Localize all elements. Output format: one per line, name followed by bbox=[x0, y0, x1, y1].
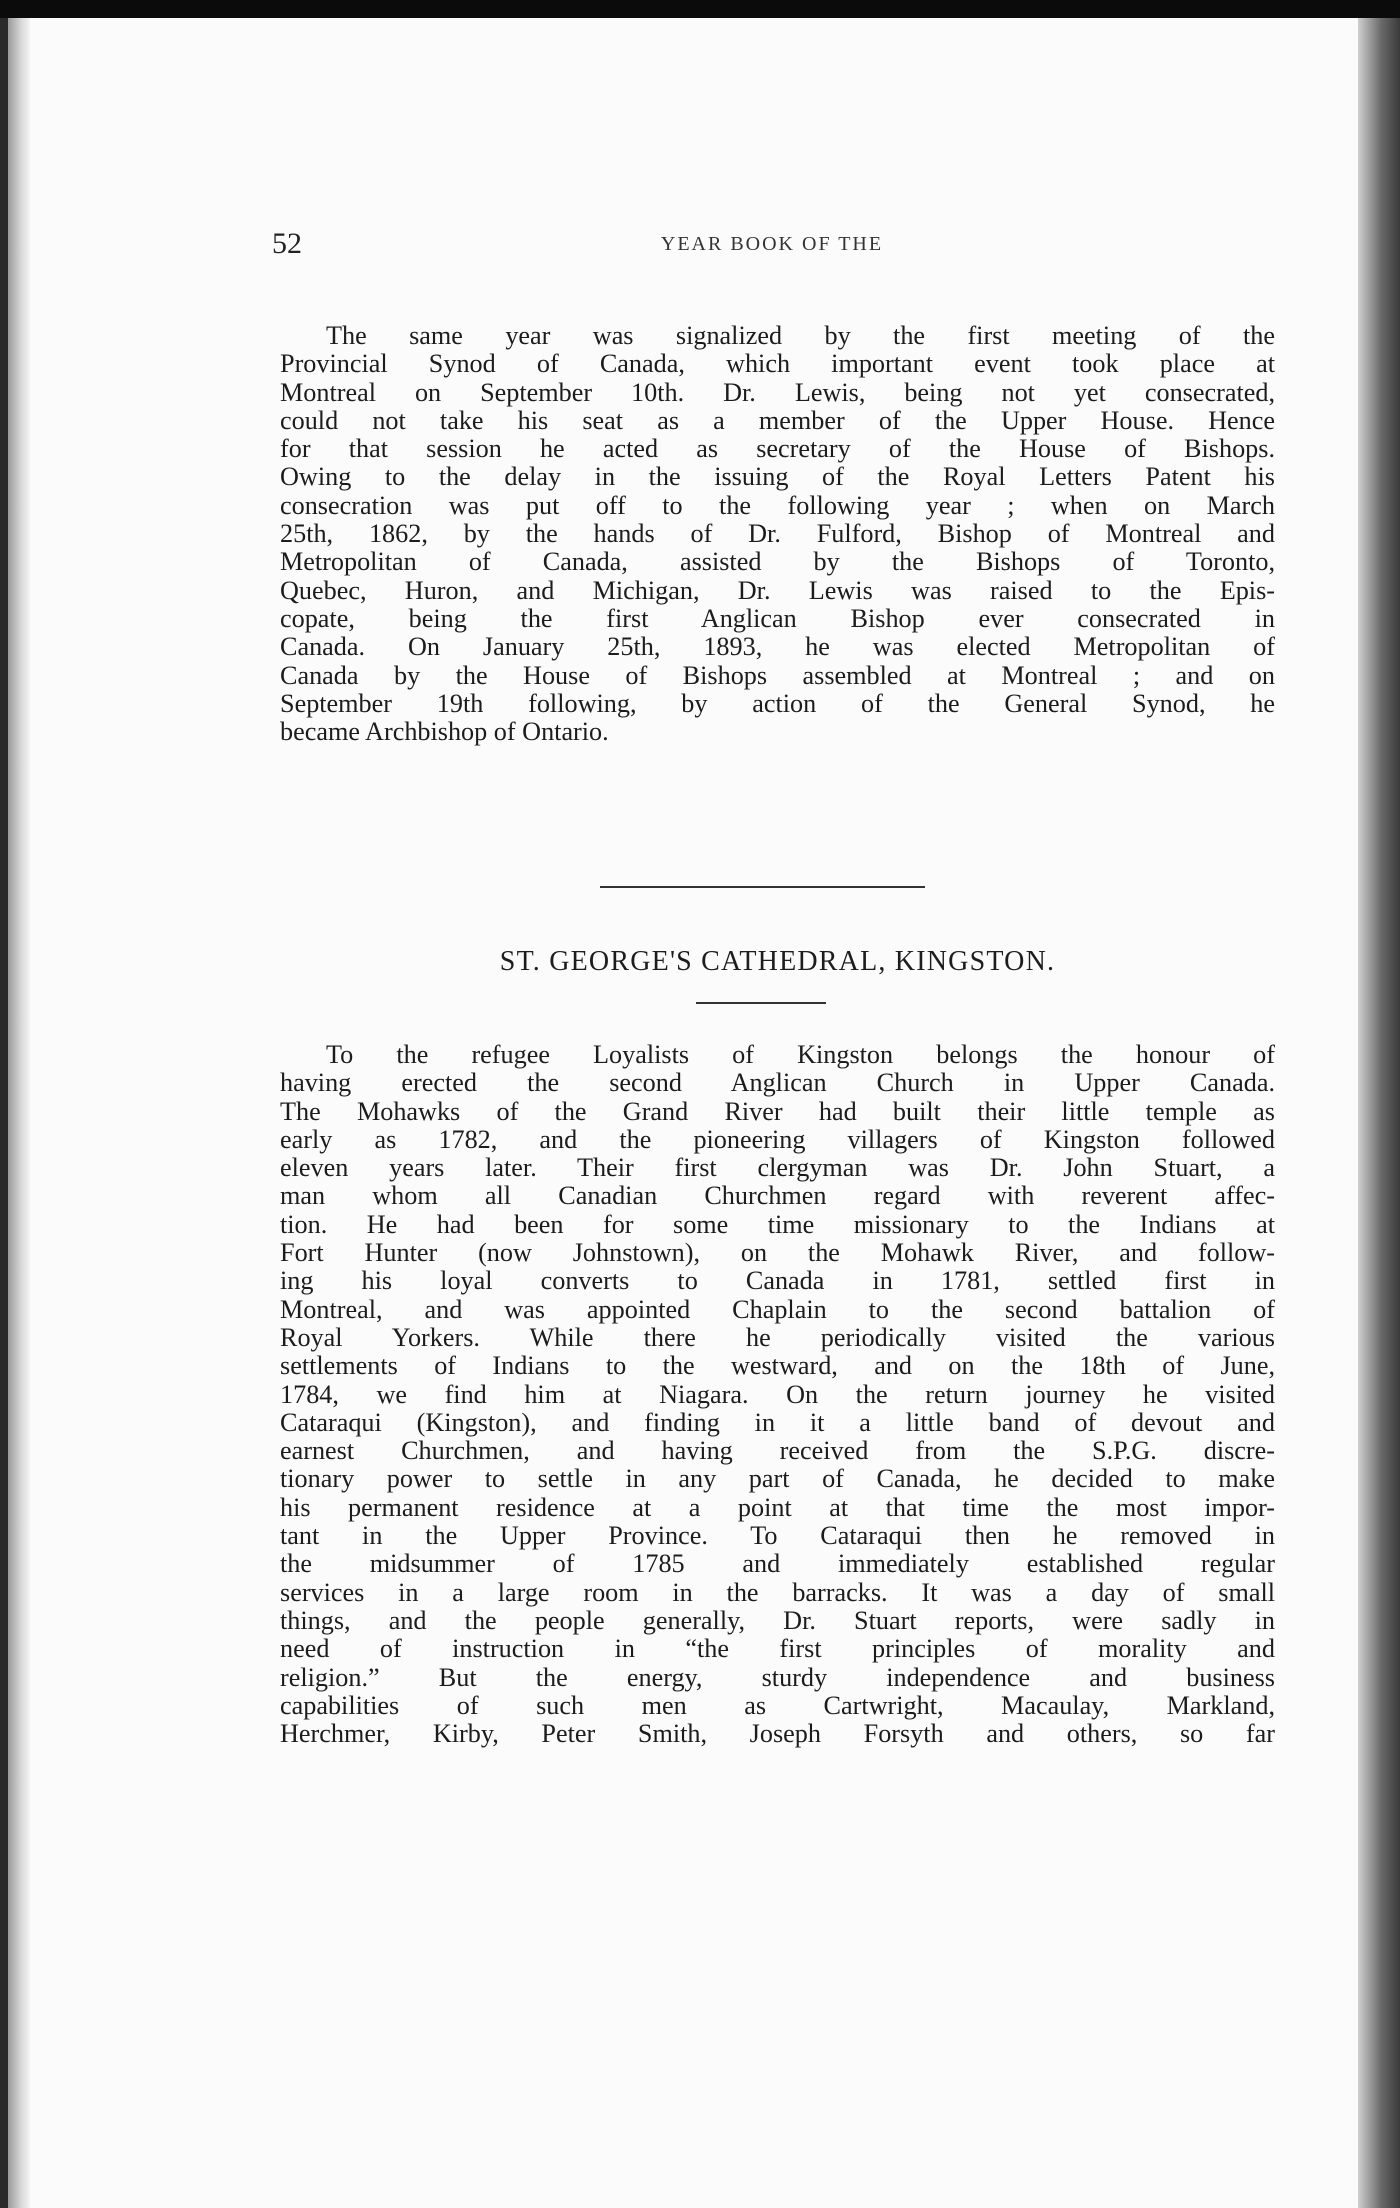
text-line: Quebec, Huron, and Michigan, Dr. Lewis was raised to the Epis- bbox=[280, 575, 1275, 605]
text-line: his permanent residence at a point at that time the most impor- bbox=[280, 1492, 1275, 1522]
text-line: earnest Churchmen, and having received from the S.P.G. discre- bbox=[280, 1436, 1275, 1466]
text-line: Canada. On January 25th, 1893, he was elected Metropolitan of bbox=[280, 632, 1275, 662]
text-line: Royal Yorkers. While there he periodically visited the various bbox=[280, 1322, 1275, 1352]
scan-left-border bbox=[0, 18, 8, 2208]
section-divider-rule bbox=[600, 886, 925, 888]
text-line: tant in the Upper Province. To Cataraqui then he removed in bbox=[280, 1521, 1275, 1551]
paragraph-archbishop-lewis bbox=[280, 322, 1275, 746]
text-line: religion.” But the energy, sturdy independence and business bbox=[280, 1662, 1275, 1692]
text-line: having erected the second Anglican Church in Upper Canada. bbox=[280, 1068, 1275, 1098]
text-line: ing his loyal converts to Canada in 1781, settled first in bbox=[280, 1266, 1275, 1296]
text-line: could not take his seat as a member of the Upper House. Hence bbox=[280, 405, 1275, 435]
text-line: early as 1782, and the pioneering villagers of Kingston followed bbox=[280, 1124, 1275, 1154]
page-header bbox=[272, 227, 1272, 267]
text-line: things, and the people generally, Dr. Stuart reports, were sadly in bbox=[280, 1605, 1275, 1635]
page-gutter-shadow bbox=[8, 18, 30, 2208]
text-line: consecration was put off to the following year ; when on March bbox=[280, 490, 1275, 520]
text-line: copate, being the first Anglican Bishop ever consecrated in bbox=[280, 603, 1275, 633]
scan-top-border bbox=[0, 0, 1400, 18]
text-line: 25th, 1862, by the hands of Dr. Fulford, Bishop of Montreal and bbox=[280, 519, 1275, 549]
text-line: 1784, we find him at Niagara. On the return journey he visited bbox=[280, 1379, 1275, 1409]
text-line: tionary power to settle in any part of Canada, he decided to make bbox=[280, 1464, 1275, 1494]
text-line: Owing to the delay in the issuing of the Royal Letters Patent his bbox=[280, 462, 1275, 492]
text-line: Cataraqui (Kingston), and finding in it a little band of devout and bbox=[280, 1407, 1275, 1437]
text-line: The same year was signalized by the first meeting of the bbox=[326, 321, 1275, 350]
heading-underline-rule bbox=[696, 1002, 826, 1004]
text-line: need of instruction in “the first principles of morality and bbox=[280, 1634, 1275, 1664]
text-line: eleven years later. Their first clergyman was Dr. John Stuart, a bbox=[280, 1153, 1275, 1183]
text-line: Montreal, and was appointed Chaplain to the second battalion of bbox=[280, 1294, 1275, 1324]
page-edge-shadow bbox=[1358, 18, 1400, 2208]
text-line: Herchmer, Kirby, Peter Smith, Joseph Forsyth and others, so far bbox=[280, 1719, 1275, 1749]
text-line: tion. He had been for some time missionary to the Indians at bbox=[280, 1209, 1275, 1239]
text-line: became Archbishop of Ontario. bbox=[280, 717, 609, 747]
text-line: Montreal on September 10th. Dr. Lewis, being not yet consecrated, bbox=[280, 377, 1275, 407]
text-line: Metropolitan of Canada, assisted by the Bishops of Toronto, bbox=[280, 547, 1275, 577]
text-line: Provincial Synod of Canada, which important event took place at bbox=[280, 349, 1275, 379]
section-heading: ST. GEORGE'S CATHEDRAL, KINGSTON. bbox=[499, 946, 1056, 977]
text-line: To the refugee Loyalists of Kingston belongs the honour of bbox=[326, 1040, 1275, 1069]
text-line: The Mohawks of the Grand River had built their little temple as bbox=[280, 1096, 1275, 1126]
paragraph-st-georges-cathedral bbox=[280, 1041, 1275, 1748]
running-title: YEAR BOOK OF THE bbox=[660, 233, 884, 255]
text-line: for that session he acted as secretary of the House of Bishops. bbox=[280, 434, 1275, 464]
text-line: services in a large room in the barracks. It was a day of small bbox=[280, 1577, 1275, 1607]
text-line: the midsummer of 1785 and immediately established regular bbox=[280, 1549, 1275, 1579]
text-line: Canada by the House of Bishops assembled at Montreal ; and on bbox=[280, 660, 1275, 690]
page-number: 52 bbox=[272, 227, 302, 260]
text-line: man whom all Canadian Churchmen regard with reverent affec- bbox=[280, 1181, 1275, 1211]
text-line: Fort Hunter (now Johnstown), on the Mohawk River, and follow- bbox=[280, 1238, 1275, 1268]
text-line: settlements of Indians to the westward, and on the 18th of June, bbox=[280, 1351, 1275, 1381]
text-line: capabilities of such men as Cartwright, Macaulay, Markland, bbox=[280, 1690, 1275, 1720]
text-line: September 19th following, by action of the General Synod, he bbox=[280, 688, 1275, 718]
